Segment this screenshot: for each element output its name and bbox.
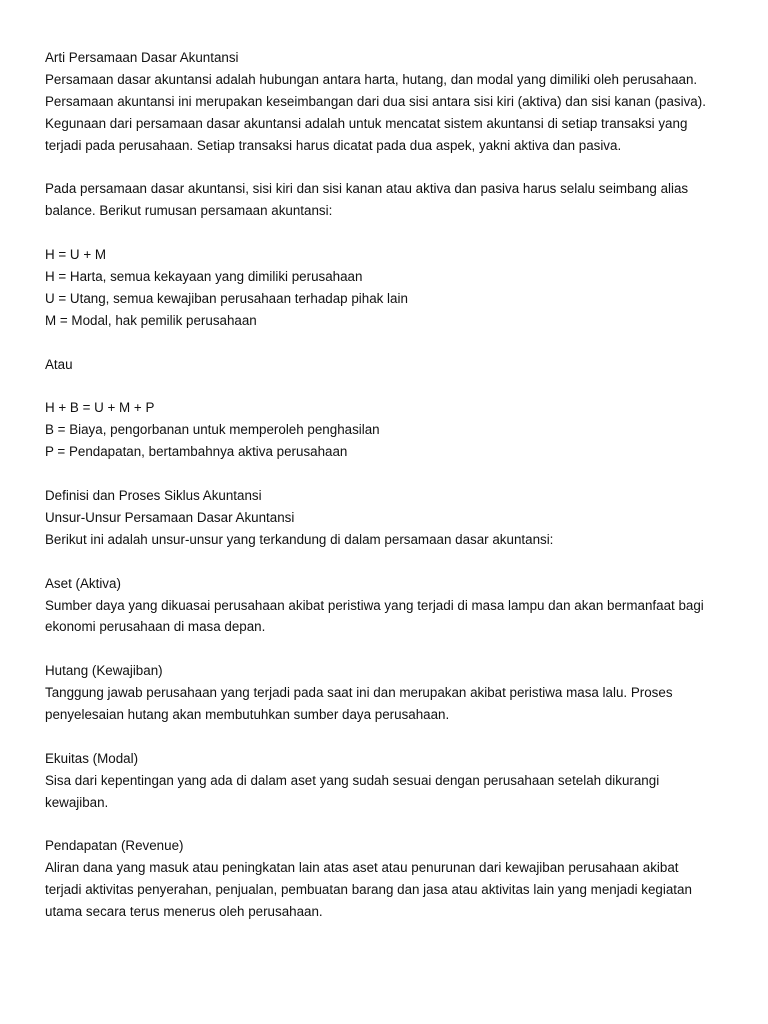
formula-line: H + B = U + M + P	[45, 400, 155, 416]
paragraph-line: Sisa dari kepentingan yang ada di dalam aset yang sudah sesuai dengan perusahaan setelah dikurangi	[45, 772, 660, 788]
section-heading: Aset (Aktiva)	[45, 575, 121, 591]
spacer	[45, 638, 728, 660]
paragraph-line: Aliran dana yang masuk atau peningkatan lain atas aset atau penurunan dari kewajiban perusahaan akibat	[45, 860, 679, 876]
section-rumus-2	[45, 397, 728, 463]
paragraph-line: Berikut ini adalah unsur-unsur yang terkandung di dalam persamaan dasar akuntansi:	[45, 531, 554, 547]
paragraph-line: kewajiban.	[45, 794, 109, 810]
section-rumus-1	[45, 244, 728, 332]
definition-line: B = Biaya, pengorbanan untuk memperoleh penghasilan	[45, 422, 380, 438]
definition-line: U = Utang, semua kewajiban perusahaan terhadap pihak lain	[45, 290, 408, 306]
section-keseimbangan	[45, 178, 728, 222]
spacer	[45, 726, 728, 748]
section-atau	[45, 354, 728, 376]
section-arti-persamaan	[45, 47, 728, 157]
paragraph-line: Tanggung jawab perusahaan yang terjadi pada saat ini dan merupakan akibat peristiwa masa lalu. Proses	[45, 685, 673, 701]
section-pendapatan	[45, 835, 728, 923]
spacer	[45, 463, 728, 485]
section-aset	[45, 573, 728, 639]
paragraph-line: balance. Berikut rumusan persamaan akuntansi:	[45, 203, 333, 219]
paragraph-line: Sumber daya yang dikuasai perusahaan akibat peristiwa yang terjadi di masa lampu dan akan bermanfaat bagi	[45, 597, 704, 613]
paragraph-line: ekonomi perusahaan di masa depan.	[45, 619, 266, 635]
spacer	[45, 376, 728, 398]
connector-text: Atau	[45, 356, 73, 372]
paragraph-line: Persamaan dasar akuntansi adalah hubungan antara harta, hutang, dan modal yang dimiliki oleh perusahaan.	[45, 71, 698, 87]
paragraph-line: terjadi aktivitas penyerahan, penjualan, pembuatan barang dan jasa atau aktivitas lain yang menjadi kegiatan	[45, 882, 692, 898]
section-heading: Arti Persamaan Dasar Akuntansi	[45, 50, 239, 65]
spacer	[45, 157, 728, 179]
formula-line: H = U + M	[45, 247, 107, 263]
paragraph-line: utama secara terus menerus oleh perusahaan.	[45, 904, 323, 920]
section-hutang	[45, 660, 728, 726]
section-unsur-intro	[45, 485, 728, 551]
spacer	[45, 332, 728, 354]
section-heading: Unsur-Unsur Persamaan Dasar Akuntansi	[45, 509, 295, 525]
definition-line: M = Modal, hak pemilik perusahaan	[45, 312, 257, 328]
definition-line: P = Pendapatan, bertambahnya aktiva perusahaan	[45, 444, 348, 460]
section-heading: Definisi dan Proses Siklus Akuntansi	[45, 488, 262, 504]
section-heading: Ekuitas (Modal)	[45, 750, 139, 766]
paragraph-line: Persamaan akuntansi ini merupakan keseimbangan dari dua sisi antara sisi kiri (aktiva) dan sisi kanan (pasiva).	[45, 93, 706, 109]
spacer	[45, 551, 728, 573]
section-heading: Hutang (Kewajiban)	[45, 663, 163, 679]
section-ekuitas	[45, 748, 728, 814]
spacer	[45, 222, 728, 244]
spacer	[45, 814, 728, 836]
paragraph-line: Kegunaan dari persamaan dasar akuntansi adalah untuk mencatat sistem akuntansi di setiap transaksi yang	[45, 115, 688, 131]
paragraph-line: Pada persamaan dasar akuntansi, sisi kiri dan sisi kanan atau aktiva dan pasiva harus selalu seimbang alias	[45, 181, 689, 197]
definition-line: H = Harta, semua kekayaan yang dimiliki perusahaan	[45, 269, 363, 285]
section-heading: Pendapatan (Revenue)	[45, 838, 184, 854]
paragraph-line: terjadi pada perusahaan. Setiap transaksi harus dicatat pada dua aspek, yakni aktiva dan pasiva.	[45, 137, 622, 153]
paragraph-line: penyelesaian hutang akan membutuhkan sumber daya perusahaan.	[45, 707, 450, 723]
